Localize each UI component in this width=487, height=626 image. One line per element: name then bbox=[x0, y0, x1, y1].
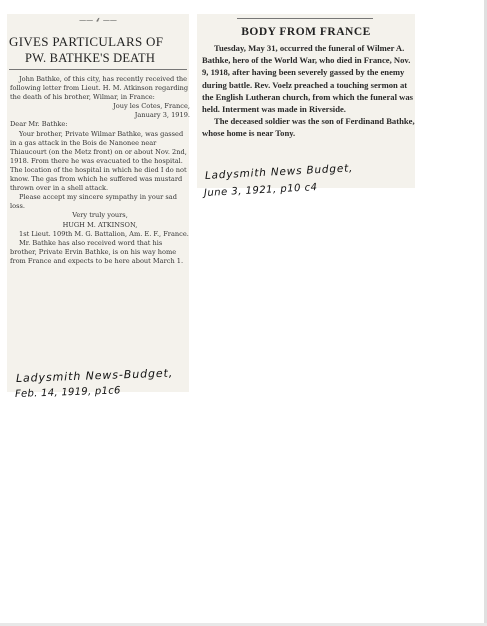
letter-paragraph-1: Your brother, Private Wilmar Bathke, was gassed in a gas attack in the Bois de Nanonee near Thiaucourt (on the Metz front) on or about Nov. 2nd, 1918. From there he was evacuated to the hospital. The location of the hospital in which he died I do not know. The gas from which he suffered was mustard thrown over in a shell attack. bbox=[10, 129, 187, 193]
handwritten-source-left: Ladysmith News-Budget, bbox=[15, 366, 174, 385]
closing: Very truly yours, bbox=[72, 211, 128, 220]
headline-line-1: GIVES PARTICULARS OF bbox=[9, 34, 164, 49]
postscript-paragraph: Mr. Bathke has also received word that his brother, Private Ervin Bathke, is on his way home from France and expects to be here about March 1. bbox=[10, 238, 184, 265]
signature-unit: 1st Lieut. 109th M. G. Battalion, Am. E. F., France. bbox=[19, 229, 189, 238]
salutation: Dear Mr. Bathke: bbox=[10, 120, 68, 129]
newspaper-clipping-right bbox=[197, 14, 415, 188]
intro-paragraph: John Bathke, of this city, has recently received the following letter from Lieut. H. M. Atkinson regarding the death of his brother, Wilmar, in France: bbox=[10, 75, 189, 102]
dateline-place: Jouy les Cotes, France, bbox=[113, 102, 190, 111]
dateline-date: January 3, 1919. bbox=[134, 111, 190, 120]
article-body-left bbox=[10, 75, 190, 266]
article-paragraph-2: The deceased soldier was the son of Ferdinand Bathke, whose home is near Tony. bbox=[202, 116, 415, 139]
headline-line-2: PW. BATHKE'S DEATH bbox=[25, 51, 156, 65]
signature-name: HUGH M. ATKINSON, bbox=[62, 220, 138, 229]
divider bbox=[9, 69, 187, 70]
article-body-right bbox=[202, 42, 415, 140]
article-paragraph-1: Tuesday, May 31, occurred the funeral of Wilmer A. Bathke, hero of the World War, who died in France, Nov. 9, 1918, after having been severely gassed by the enemy during battle. Rev. Voelz preached a touching sermon at the English Lutheran church, from which the funeral was held. Interment was made in Riverside. bbox=[202, 43, 413, 115]
header-ornament: —— ⸙ —— bbox=[79, 16, 117, 24]
handwritten-date-right: June 3, 1921, p10 c4 bbox=[203, 182, 318, 199]
handwritten-source-right: Ladysmith News Budget, bbox=[204, 162, 354, 182]
divider bbox=[237, 18, 373, 19]
letter-paragraph-2: Please accept my sincere sympathy in your sad loss. bbox=[10, 193, 177, 211]
headline: BODY FROM FRANCE bbox=[241, 26, 371, 38]
handwritten-date-left: Feb. 14, 1919, p1c6 bbox=[14, 385, 121, 400]
newspaper-clipping-left bbox=[7, 14, 189, 392]
